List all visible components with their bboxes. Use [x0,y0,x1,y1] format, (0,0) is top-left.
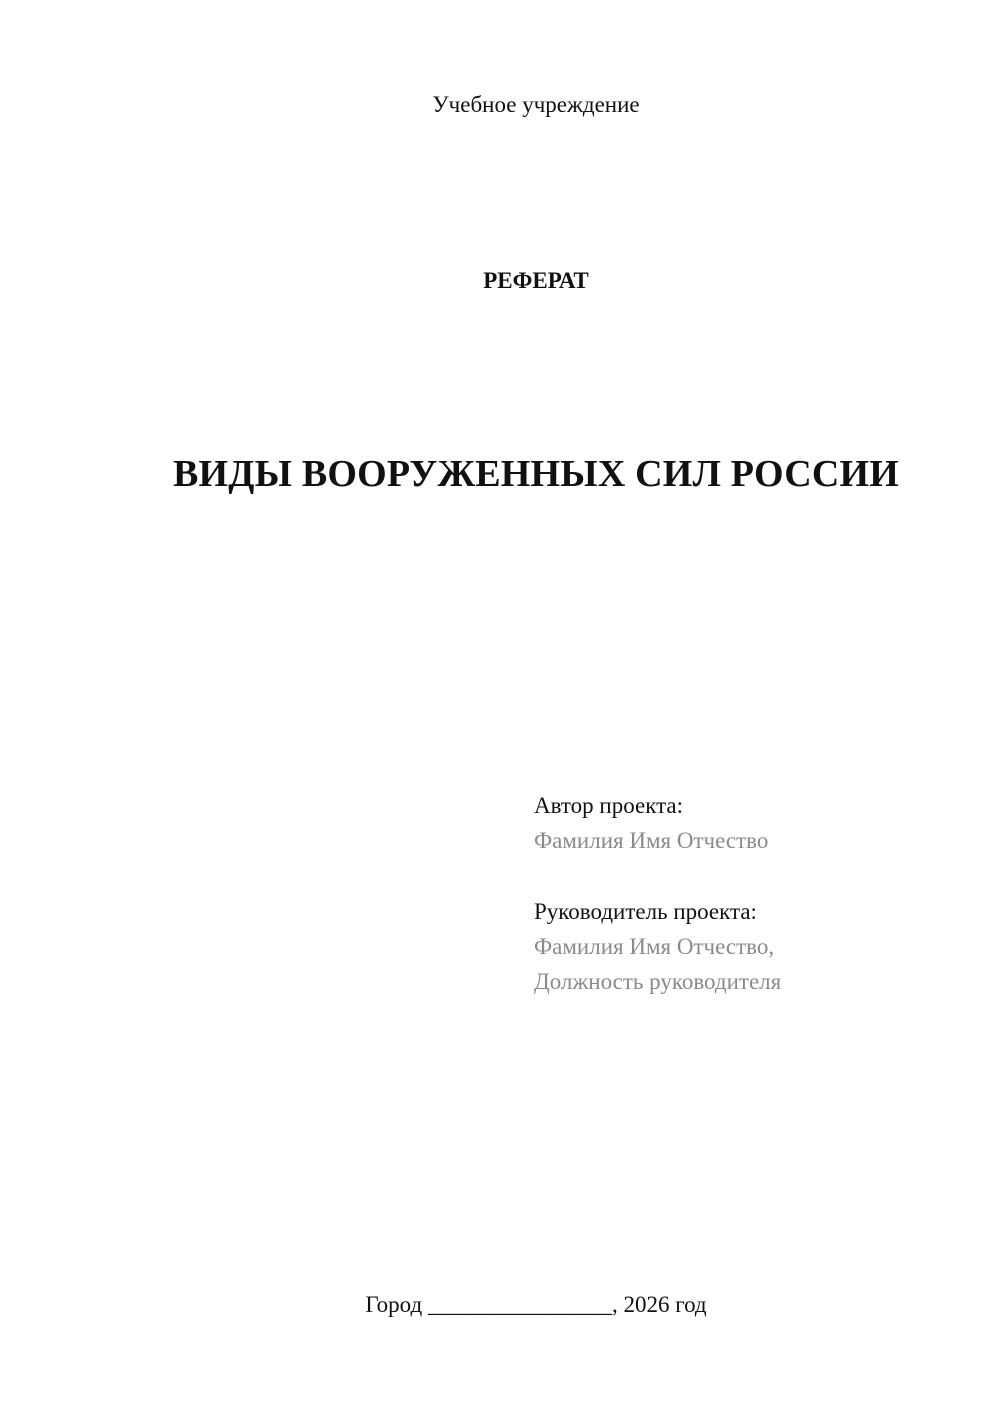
supervisor-name: Фамилия Имя Отчество, [534,934,775,959]
author-label: Автор проекта: [534,793,683,818]
institution-name: Учебное учреждение [432,92,640,117]
credits-spacer [534,858,974,894]
document-type: РЕФЕРАТ [483,268,589,293]
author-name: Фамилия Имя Отчество [534,828,769,853]
city-year-line: Город ________________, 2026 год [365,1292,707,1317]
supervisor-label: Руководитель проекта: [534,899,757,924]
credits-block [534,788,974,999]
document-title: ВИДЫ ВООРУЖЕННЫХ СИЛ РОССИИ [173,453,899,495]
supervisor-position: Должность руководителя [534,969,782,994]
